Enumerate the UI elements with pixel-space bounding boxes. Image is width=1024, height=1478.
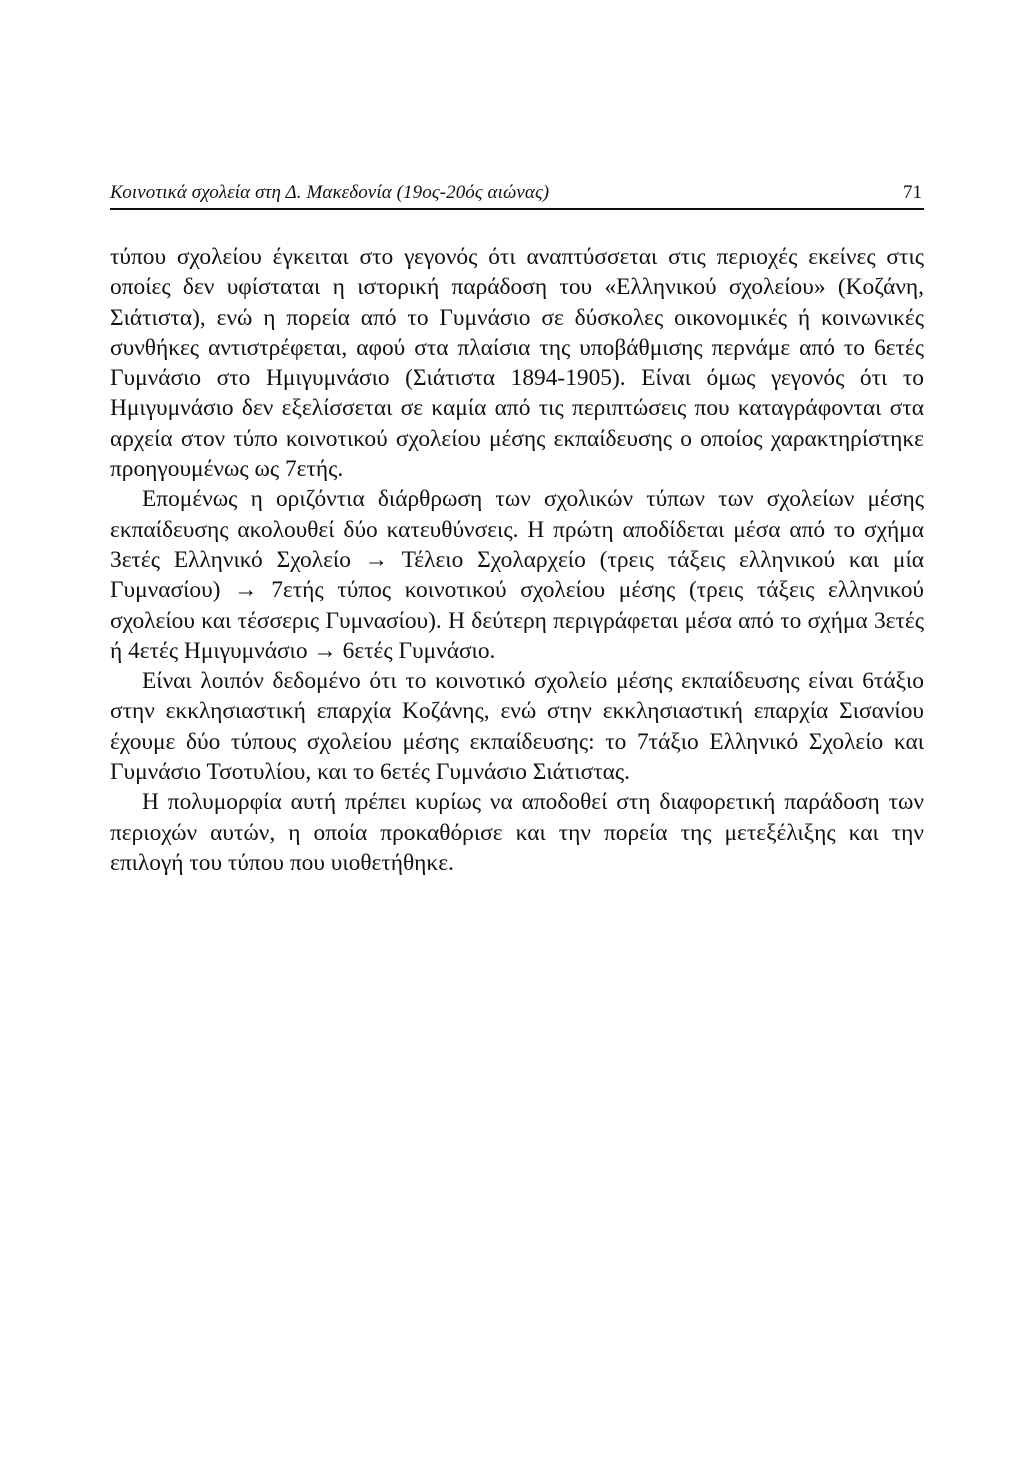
page-number: 71 xyxy=(903,182,922,203)
book-page xyxy=(110,180,924,878)
paragraph: Η πολυμορφία αυτή πρέπει κυρίως να αποδοθεί στη διαφορετική παράδοση των περιοχών αυτών, η οποία προκαθόρισε και την πορεία της μετεξέλιξης και την επιλογή του τύπου που υιοθετήθηκε. xyxy=(110,789,924,876)
paragraph: Επομένως η οριζόντια διάρθρωση των σχολικών τύπων των σχολείων μέσης εκπαίδευσης ακολουθεί δύο κατευθύνσεις. Η πρώτη αποδίδεται μέσα από το σχήμα 3ετές Ελληνικό Σχολείο → Τέλειο Σχολαρχείο (τρεις τάξεις ελληνικού και μία Γυμνασίου) → 7ετής τύπος κοινοτικού σχολείου μέσης (τρεις τάξεις ελληνικού σχολείου και τέσσερις Γυμνασίου). Η δεύτερη περιγράφεται μέσα από το σχήμα 3ετές ή 4ετές Ημιγυμνάσιο → 6ετές Γυμνάσιο. xyxy=(110,486,924,664)
body-text xyxy=(110,242,924,878)
paragraph: Είναι λοιπόν δεδομένο ότι το κοινοτικό σχολείο μέσης εκπαίδευσης είναι 6τάξιο στην εκκλησιαστική επαρχία Κοζάνης, ενώ στην εκκλησιαστική επαρχία Σισανίου έχουμε δύο τύπους σχολείου μέσης εκπαίδευσης: το 7τάξιο Ελληνικό Σχολείο και Γυμνάσιο Τσοτυλίου, και το 6ετές Γυμνάσιο Σιάτιστας. xyxy=(110,668,924,786)
paragraph-continuation: τύπου σχολείου έγκειται στο γεγονός ότι αναπτύσσεται στις περιοχές εκείνες στις οποίες δεν υφίσταται η ιστορική παράδοση του «Ελληνικού σχολείου» (Κοζάνη, Σιάτιστα), ενώ η πορεία από το Γυμνάσιο σε δύσκολες οικονομικές ή κοινωνικές συνθήκες αντιστρέφεται, αφού στα πλαίσια της υποβάθμισης περνάμε από το 6ετές Γυμνάσιο στο Ημιγυμνάσιο (Σιάτιστα 1894-1905). Είναι όμως γεγονός ότι το Ημιγυμνάσιο δεν εξελίσσεται σε καμία από τις περιπτώσεις που καταγράφονται στα αρχεία στον τύπο κοινοτικού σχολείου μέσης εκπαίδευσης ο οποίος χαρακτηρίστηκε προηγουμένως ως 7ετής. xyxy=(110,244,924,483)
running-title: Κοινοτικά σχολεία στη Δ. Μακεδονία (19ος-20ός αιώνας) xyxy=(110,182,550,203)
running-header xyxy=(110,180,924,210)
